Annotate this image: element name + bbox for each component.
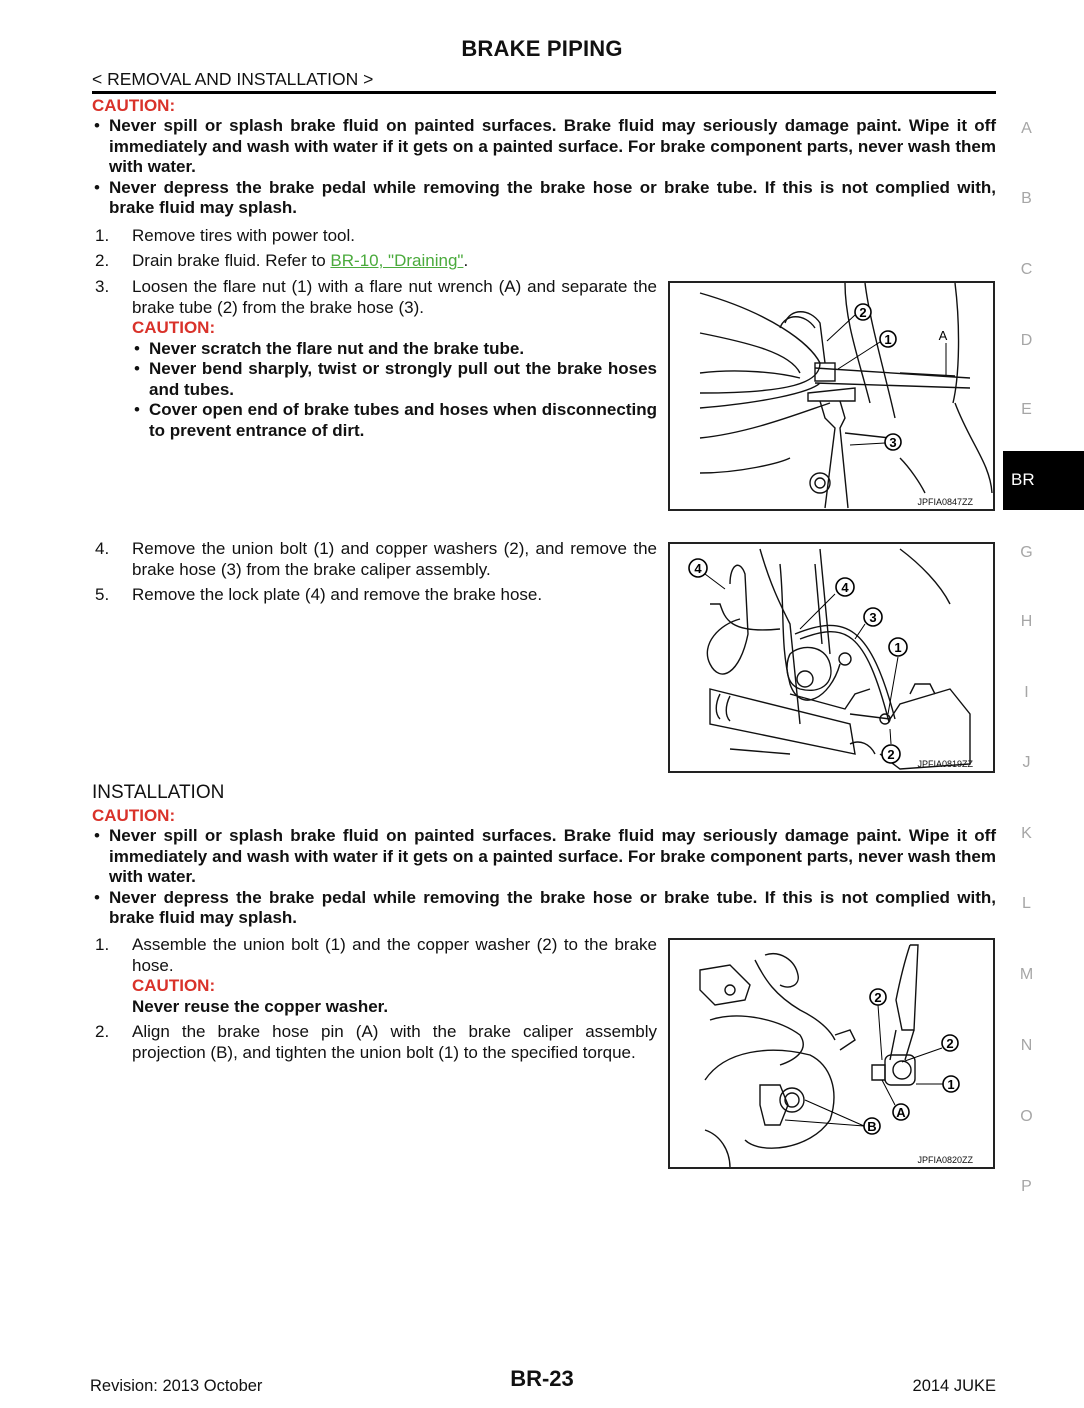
breadcrumb: < REMOVAL AND INSTALLATION > bbox=[92, 69, 374, 89]
header-divider bbox=[92, 91, 996, 94]
bullet-icon: • bbox=[94, 116, 100, 135]
callout-3: 3 bbox=[889, 435, 897, 450]
callout-1: 1 bbox=[884, 332, 892, 347]
callout-A: A bbox=[938, 328, 948, 343]
figure-flare-nut bbox=[668, 281, 995, 511]
caution-item: • Never depress the brake pedal while removing the brake hose or brake tube. If this is not complied with, brake fluid may splash. bbox=[94, 177, 996, 217]
bullet-icon: • bbox=[134, 359, 140, 378]
step-text: Remove the union bolt (1) and copper washers (2), and remove the brake hose (3) from the brake caliper assembly. bbox=[132, 539, 657, 579]
callout-2a: 2 bbox=[874, 990, 882, 1005]
callout-4a: 4 bbox=[694, 561, 702, 576]
bullet-icon: • bbox=[134, 338, 140, 358]
tab-J[interactable]: J bbox=[1022, 754, 1031, 771]
step-number: 5. bbox=[95, 585, 110, 604]
caution-item: • Never bend sharply, twist or strongly pull out the brake hoses and tubes. bbox=[134, 359, 657, 399]
bullet-icon: • bbox=[134, 400, 140, 419]
removal-caution-block bbox=[92, 96, 996, 219]
tab-P[interactable]: P bbox=[1021, 1178, 1032, 1195]
figure-code: JPFIA0819ZZ bbox=[917, 759, 973, 769]
footer-page-number: BR-23 bbox=[510, 1366, 574, 1391]
tab-H[interactable]: H bbox=[1020, 613, 1033, 630]
caution-item: • Cover open end of brake tubes and hoses when disconnecting to prevent entrance of dirt. bbox=[134, 400, 657, 440]
caution-item: • Never depress the brake pedal while removing the brake hose or brake tube. If this is not complied with, brake fluid may splash. bbox=[94, 887, 996, 927]
step-text: Assemble the union bolt (1) and the copper washer (2) to the brake hose. bbox=[132, 935, 657, 975]
figure-code: JPFIA0847ZZ bbox=[917, 497, 973, 507]
caution-list bbox=[92, 826, 996, 929]
callout-B: B bbox=[867, 1119, 877, 1134]
callout-1: 1 bbox=[947, 1077, 955, 1092]
tab-A[interactable]: A bbox=[1021, 120, 1032, 137]
installation-caution-block bbox=[92, 806, 996, 929]
bullet-icon: • bbox=[94, 887, 100, 907]
tab-B[interactable]: B bbox=[1021, 190, 1032, 207]
caution-text: Never reuse the copper washer. bbox=[132, 996, 389, 1016]
tab-C[interactable]: C bbox=[1020, 261, 1033, 278]
step-number: 2. bbox=[95, 1022, 110, 1041]
callout-2: 2 bbox=[859, 305, 867, 320]
callout-1: 1 bbox=[894, 640, 902, 655]
step-number: 1. bbox=[95, 226, 110, 245]
figure-union-bolt-install bbox=[668, 938, 995, 1169]
bullet-icon: • bbox=[94, 177, 100, 197]
callout-A: A bbox=[896, 1105, 906, 1120]
flare-nut-illustration bbox=[670, 283, 995, 511]
bullet-icon: • bbox=[94, 826, 100, 845]
caution-item: • Never scratch the flare nut and the brake tube. bbox=[134, 338, 525, 358]
tab-O[interactable]: O bbox=[1020, 1108, 1033, 1125]
step-text: Align the brake hose pin (A) with the brake caliper assembly projection (B), and tighten the union bolt (1) to the specified torque. bbox=[132, 1022, 657, 1062]
union-bolt-install-illustration bbox=[670, 940, 995, 1169]
step-text: Drain brake fluid. Refer to BR-10, "Draining". bbox=[132, 251, 469, 270]
step-text: Loosen the flare nut (1) with a flare nut wrench (A) and separate the brake tube (2) from the brake hose (3). bbox=[132, 277, 657, 317]
callout-2: 2 bbox=[887, 747, 895, 762]
callout-3: 3 bbox=[869, 610, 877, 625]
step-number: 1. bbox=[95, 935, 110, 954]
caution-label: CAUTION: bbox=[132, 318, 216, 337]
tab-G[interactable]: G bbox=[1020, 544, 1033, 561]
tab-BR-active[interactable]: BR bbox=[1003, 451, 1084, 510]
step-number: 2. bbox=[95, 251, 110, 270]
tab-I[interactable]: I bbox=[1024, 684, 1029, 701]
tab-M[interactable]: M bbox=[1019, 966, 1034, 983]
caution-label: CAUTION: bbox=[92, 96, 176, 115]
page-title: BRAKE PIPING bbox=[461, 36, 623, 61]
step-number: 4. bbox=[95, 539, 110, 558]
link-br10-draining[interactable]: BR-10, "Draining" bbox=[330, 251, 464, 270]
footer-model: 2014 JUKE bbox=[912, 1377, 996, 1395]
section-title-installation: INSTALLATION bbox=[92, 782, 225, 803]
brake-hose-removal-illustration bbox=[670, 544, 995, 773]
caution-label: CAUTION: bbox=[132, 976, 216, 995]
callout-2b: 2 bbox=[946, 1036, 954, 1051]
footer-revision: Revision: 2013 October bbox=[90, 1377, 263, 1395]
tab-D[interactable]: D bbox=[1020, 332, 1033, 349]
tab-N[interactable]: N bbox=[1020, 1037, 1033, 1054]
caution-list bbox=[92, 116, 996, 219]
caution-item: • Never spill or splash brake fluid on painted surfaces. Brake fluid may seriously damage paint. Wipe it off immediately and wash with water if it gets on a painted surface. For brake component parts, never wash them with water. bbox=[94, 826, 996, 886]
tab-L[interactable]: L bbox=[1022, 895, 1031, 912]
figure-code: JPFIA0820ZZ bbox=[917, 1155, 973, 1165]
caution-list bbox=[132, 339, 657, 442]
caution-label: CAUTION: bbox=[92, 806, 176, 825]
figure-brake-hose-removal bbox=[668, 542, 995, 773]
tab-K[interactable]: K bbox=[1021, 825, 1032, 842]
step-text: Remove tires with power tool. bbox=[132, 226, 355, 245]
callout-4b: 4 bbox=[841, 580, 849, 595]
step-text: Remove the lock plate (4) and remove the brake hose. bbox=[132, 585, 543, 604]
section-tab-index bbox=[1003, 0, 1084, 1408]
tab-E[interactable]: E bbox=[1021, 401, 1032, 418]
step-number: 3. bbox=[95, 277, 110, 296]
caution-item: • Never spill or splash brake fluid on painted surfaces. Brake fluid may seriously damage paint. Wipe it off immediately and wash with water if it gets on a painted surface. For brake component parts, never wash them with water. bbox=[94, 116, 996, 176]
